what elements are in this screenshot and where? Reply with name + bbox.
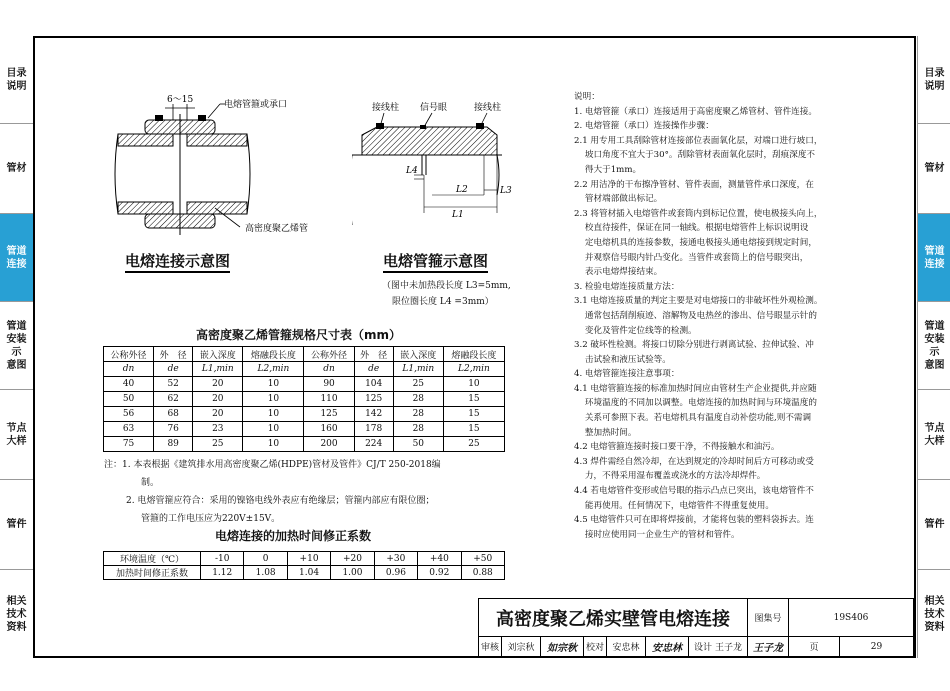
review-label: 审核 — [479, 637, 502, 657]
spec-table-title: 高密度聚乙烯管箍规格尺寸表（mm） — [196, 328, 402, 342]
label-terminal-right: 接线柱 — [474, 103, 502, 113]
table-cell: 10 — [243, 392, 304, 407]
note-line: 3.1 电熔连接质量的判定主要是对电熔接口的非破坏性外观检测。 — [574, 296, 823, 307]
right-tab-install-label: 管道 安装 示 意图 — [924, 320, 945, 371]
dim-l3: L3 — [500, 186, 512, 196]
note-line: 能再使用。任何情况下，电熔管件不得重复使用。 — [574, 500, 774, 511]
left-sidebar — [0, 36, 34, 658]
table-cell: 0.96 — [374, 566, 417, 580]
table-row — [104, 422, 505, 437]
table-cell: 10 — [243, 437, 304, 452]
left-tab-tech[interactable] — [0, 570, 33, 658]
note-line: 2.2 用洁净的干布擦净管材、管件表面，测量管件承口深度，在 — [574, 179, 814, 190]
note-line: 4.5 电熔管件只可在即将焊接前，才能将包装的塑料袋拆去。连 — [574, 515, 814, 526]
col-header: 熔融段长度 — [443, 347, 504, 362]
right-tab-details-label: 节点 大样 — [924, 422, 945, 447]
right-tab-connection-label: 管道 连接 — [924, 245, 945, 270]
table-cell: 20 — [193, 407, 243, 422]
note-line: 关系可参照下表。若电熔机具有温度自动补偿功能,则不需调 — [574, 413, 812, 424]
note-line: 得大于1mm。 — [574, 164, 642, 175]
table-cell: 0.88 — [461, 566, 504, 580]
dim-l1: L1 — [452, 210, 464, 220]
label-terminal-left: 接线柱 — [372, 103, 400, 113]
table-cell: 环境温度（℃） — [104, 552, 201, 566]
right-tab-connection[interactable] — [918, 214, 950, 302]
note-line: 并观察信号眼内针凸变化。当管件或套筒上的信号眼突出， — [574, 252, 809, 263]
table-cell: 62 — [154, 392, 193, 407]
right-tab-install[interactable] — [918, 302, 950, 390]
left-tab-catalog[interactable] — [0, 36, 33, 124]
col-subheader: dn — [304, 362, 354, 377]
left-tab-install-label: 管道 安装 示 意图 — [6, 320, 27, 371]
diagram2-note1: （图中未加热段长度 L3=5mm, — [382, 281, 511, 291]
diagram2-caption: 电熔管箍示意图 — [383, 250, 488, 273]
dimension-6-15: 6～15 — [167, 95, 194, 105]
left-tab-connection[interactable] — [0, 214, 33, 302]
table-cell: 125 — [354, 392, 393, 407]
table-cell: 0 — [244, 552, 287, 566]
note-line: 表示电熔焊接结束。 — [574, 267, 663, 278]
left-tab-fittings[interactable] — [0, 480, 33, 570]
col-header: 外 径 — [154, 347, 193, 362]
right-tab-catalog[interactable] — [918, 36, 950, 124]
table-cell: 28 — [393, 422, 443, 437]
table-cell: 63 — [104, 422, 154, 437]
table-cell: +20 — [331, 552, 374, 566]
col-header: 公称外径 — [304, 347, 354, 362]
table-row — [104, 392, 505, 407]
right-tab-pipes-label: 管材 — [924, 163, 945, 174]
design-label: 设计 — [694, 643, 713, 653]
table-row — [104, 437, 505, 452]
table-row — [104, 377, 505, 392]
note-line: 4. 电熔管箍连接注意事项： — [574, 369, 680, 380]
col-subheader: de — [354, 362, 393, 377]
note-line: 击试验和液压试验等。 — [574, 354, 671, 365]
title-block-row — [479, 637, 914, 657]
note-line: 环境温度的不同加以调整。电熔连接的加热时间与环境温度的 — [574, 398, 817, 409]
table-cell: 76 — [154, 422, 193, 437]
table-cell: 28 — [393, 407, 443, 422]
col-header: 嵌入深度 — [193, 347, 243, 362]
table-cell: 90 — [304, 377, 354, 392]
table-cell: 20 — [193, 392, 243, 407]
left-tab-pipes[interactable] — [0, 124, 33, 214]
correction-table-title: 电熔连接的加热时间修正系数 — [215, 529, 372, 543]
table-cell: 10 — [243, 422, 304, 437]
table-cell: 75 — [104, 437, 154, 452]
label-socket: 电熔管箍或承口 — [224, 100, 288, 110]
checker-signature: 安忠林 — [646, 637, 689, 657]
table-cell: 50 — [393, 437, 443, 452]
table-cell: 10 — [243, 407, 304, 422]
table-cell: -10 — [201, 552, 244, 566]
correction-table — [103, 551, 505, 580]
note-line: 坡口角度不宜大于30°。刮除管材表面氧化层时，刮痕深度不 — [574, 150, 816, 161]
table-cell: 40 — [104, 377, 154, 392]
note-line: 说明： — [574, 92, 600, 102]
atlas-number: 19S406 — [789, 599, 914, 637]
note-line: 4.1 电熔管箍连接的标准加热时间应由管材生产企业提供,并应随 — [574, 383, 817, 394]
note-line: 接时应使用同一企业生产的管材和管件。 — [574, 529, 740, 540]
col-subheader: de — [154, 362, 193, 377]
left-tab-pipes-label: 管材 — [6, 163, 27, 174]
table-cell: 加热时间修正系数 — [104, 566, 201, 580]
left-tab-details-label: 节点 大样 — [6, 422, 27, 447]
table-cell: 1.12 — [201, 566, 244, 580]
title-block-row — [479, 599, 914, 637]
note-line: 管材端部做出标记。 — [574, 194, 663, 205]
right-tab-fittings[interactable] — [918, 480, 950, 570]
table-cell: 1.08 — [244, 566, 287, 580]
footnote-2a: 2. 电熔管箍应符合：采用的镍铬电线外表应有绝缘层；管箍内部应有限位圈； — [126, 496, 435, 506]
note-line: 变化及管件定位线等的检测。 — [574, 325, 697, 336]
note-line: 1. 电熔管箍（承口）连接适用于高密度聚乙烯管材、管件连接。 — [574, 106, 817, 117]
spec-header-row — [104, 347, 505, 362]
notes-block — [574, 90, 892, 542]
left-tab-install[interactable] — [0, 302, 33, 390]
table-cell: +10 — [287, 552, 330, 566]
col-header: 嵌入深度 — [393, 347, 443, 362]
design-label-and-designer — [689, 637, 748, 657]
note-line: 4.4 若电熔管件变形或信号眼的指示凸点已突出，该电熔管件不 — [574, 486, 814, 497]
title-block — [478, 598, 914, 657]
table-row — [104, 566, 505, 580]
left-tab-details[interactable] — [0, 390, 33, 480]
note-line: 2. 电熔管箍（承口）连接操作步骤： — [574, 121, 714, 132]
table-cell: 28 — [393, 392, 443, 407]
note-line: 3. 检验电熔连接质量方法： — [574, 281, 680, 292]
col-header: 公称外径 — [104, 347, 154, 362]
col-header: 熔融段长度 — [243, 347, 304, 362]
drawing-title: 高密度聚乙烯实壁管电熔连接 — [479, 599, 748, 637]
table-cell: 15 — [443, 422, 504, 437]
left-tab-tech-label: 相关 技术 资料 — [6, 595, 27, 633]
right-tab-pipes[interactable] — [918, 124, 950, 214]
note-line: 力，不得采用湿布覆盖或浇水的方法冷却焊件。 — [574, 471, 766, 482]
table-cell: 110 — [304, 392, 354, 407]
table-cell: +40 — [418, 552, 461, 566]
table-cell: 50 — [104, 392, 154, 407]
table-cell: 52 — [154, 377, 193, 392]
note-line: 4.2 电熔管箍连接时接口要干净，不得接触水和油污。 — [574, 442, 780, 453]
table-cell: 1.00 — [331, 566, 374, 580]
note-line: 3.2 破坏性检测。将接口切除分别进行剥离试验、拉伸试验、冲 — [574, 340, 814, 351]
table-cell: 178 — [354, 422, 393, 437]
diagram2-note2: 限位圈长度 L4 =3mm） — [392, 297, 494, 307]
table-cell: 10 — [243, 377, 304, 392]
label-signal-eye: 信号眼 — [420, 103, 448, 113]
page-label: 页 — [789, 637, 840, 657]
designer: 王子龙 — [714, 643, 742, 653]
footnote-1a: 注：1. 本表根据《建筑排水用高密度聚乙烯(HDPE)管材及管件》CJ/T 250-2018编 — [104, 460, 441, 470]
table-cell: 10 — [443, 377, 504, 392]
table-cell: 1.04 — [287, 566, 330, 580]
table-cell: 15 — [443, 392, 504, 407]
table-cell: 89 — [154, 437, 193, 452]
designer-signature: 王子龙 — [748, 637, 789, 657]
spec-subheader-row — [104, 362, 505, 377]
electrofusion-connection-diagram — [110, 90, 335, 250]
table-cell: 25 — [443, 437, 504, 452]
col-subheader: L2,min — [443, 362, 504, 377]
table-cell: 15 — [443, 407, 504, 422]
footnote-1b: 制。 — [141, 478, 160, 488]
table-cell: 23 — [193, 422, 243, 437]
table-cell: 25 — [193, 437, 243, 452]
left-tab-catalog-label: 目录 说明 — [6, 67, 27, 92]
table-cell: +30 — [374, 552, 417, 566]
note-line: 整加热时间。 — [574, 427, 637, 438]
right-tab-fittings-label: 管件 — [924, 519, 945, 530]
col-subheader: L1,min — [393, 362, 443, 377]
left-tab-connection-label: 管道 连接 — [6, 245, 27, 270]
table-cell: 104 — [354, 377, 393, 392]
spec-table — [103, 346, 505, 452]
table-cell: 0.92 — [418, 566, 461, 580]
footnote-2b: 管箍的工作电压应为220V±15V。 — [141, 514, 281, 524]
right-tab-tech[interactable] — [918, 570, 950, 658]
col-subheader: L2,min — [243, 362, 304, 377]
col-subheader: L1,min — [193, 362, 243, 377]
note-line: 2.1 用专用工具刮除管材连接部位表面氧化层，对端口进行坡口， — [574, 135, 823, 146]
label-hdpe-pipe: 高密度聚乙烯管 — [245, 224, 309, 234]
dim-l4: L4 — [406, 166, 418, 176]
right-sidebar — [917, 36, 950, 658]
note-line: 4.3 焊件需经自然冷却，在达到规定的冷却时间后方可移动或受 — [574, 456, 814, 467]
table-cell: 142 — [354, 407, 393, 422]
table-cell: +50 — [461, 552, 504, 566]
dim-l2: L2 — [456, 185, 468, 195]
atlas-label: 图集号 — [748, 599, 789, 637]
check-label: 校对 — [584, 637, 607, 657]
table-cell: 68 — [154, 407, 193, 422]
electrofusion-sleeve-diagram — [352, 95, 552, 245]
table-row — [104, 407, 505, 422]
diagram1-caption: 电熔连接示意图 — [125, 250, 230, 273]
note-line: 定电熔机具的连接参数，接通电极接头通电熔接到规定时间， — [574, 237, 817, 248]
note-line: 校直待接件，保证在同一轴线。根据电熔管件上标识说明设 — [574, 223, 809, 234]
table-cell: 224 — [354, 437, 393, 452]
right-tab-details[interactable] — [918, 390, 950, 480]
table-cell: 125 — [304, 407, 354, 422]
table-cell: 56 — [104, 407, 154, 422]
table-row — [104, 552, 505, 566]
table-cell: 25 — [393, 377, 443, 392]
reviewer-signature: 如宗秋 — [541, 637, 584, 657]
right-tab-catalog-label: 目录 说明 — [924, 67, 945, 92]
col-subheader: dn — [104, 362, 154, 377]
reviewer: 刘宗秋 — [502, 637, 541, 657]
note-line: 2.3 将管材插入电熔管件或套筒内到标记位置，使电极接头向上， — [574, 208, 823, 219]
table-cell: 20 — [193, 377, 243, 392]
note-line: 通常包括刮削痕迹、溶解物及电热丝的渗出、信号眼显示针的 — [574, 310, 817, 321]
left-tab-fittings-label: 管件 — [6, 519, 27, 530]
col-header: 外 径 — [354, 347, 393, 362]
table-cell: 160 — [304, 422, 354, 437]
right-tab-tech-label: 相关 技术 资料 — [924, 595, 945, 633]
checker: 安忠林 — [607, 637, 646, 657]
table-cell: 200 — [304, 437, 354, 452]
page-number: 29 — [840, 637, 914, 657]
